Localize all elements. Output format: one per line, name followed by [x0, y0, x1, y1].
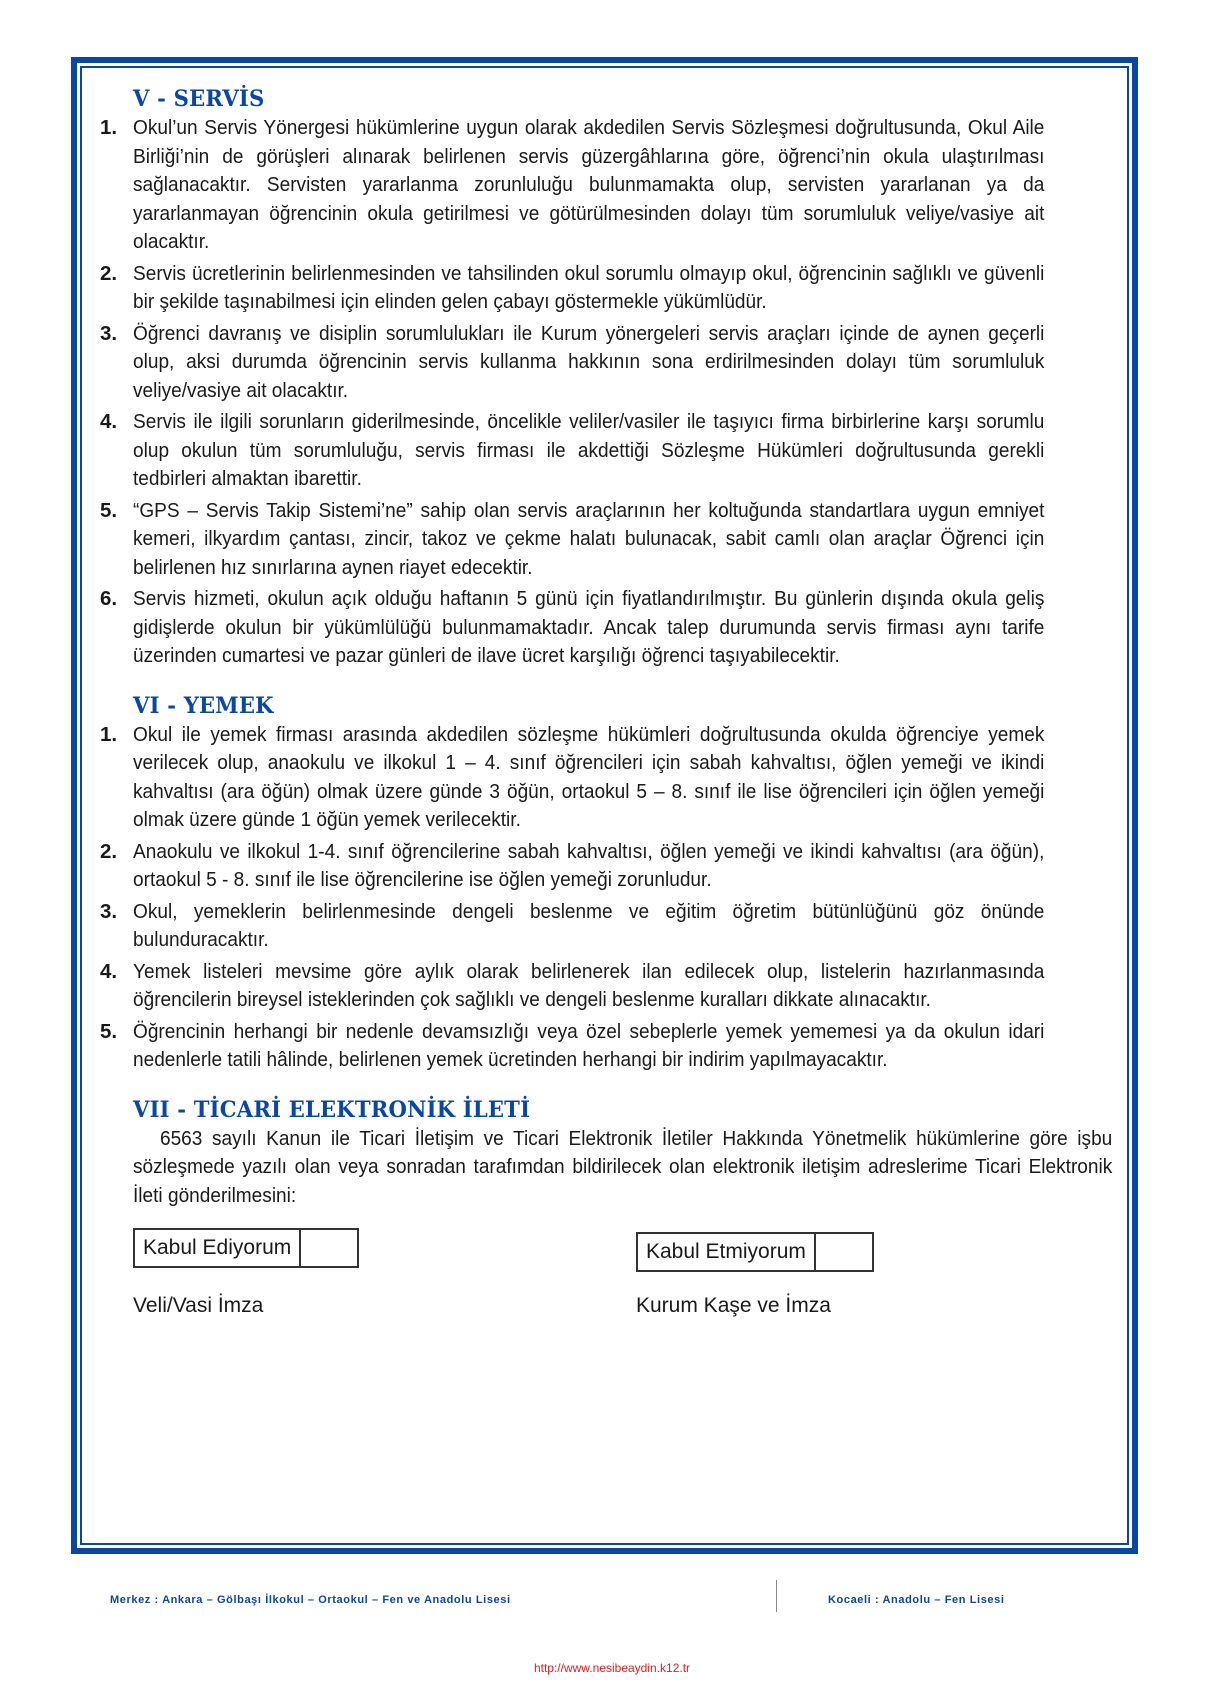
item-text: Yemek listeleri mevsime göre aylık olarak belirlenerek ilan edilecek olup, listelerin hazırlanmasında öğrencilerin bireysel isteklerinden çok sağlıklı ve dengeli beslenme kuralları dikkate alınacaktır.: [133, 959, 1045, 1011]
list-item: [100, 408, 1113, 494]
consent-paragraph: 6563 sayılı Kanun ile Ticari İletişim ve Ticari Elektronik İletiler Hakkında Yönetmelik hükümlerine göre işbu sözleşmede yazılı olan veya sonradan tarafımdan bildirilecek olan elektronik iletişim adreslerime Ticari Elektronik İleti gönderilmesini:: [133, 1126, 1113, 1207]
footer-campus-ankara: Merkez : Ankara – Gölbaşı İlkokul – Ortaokul – Fen ve Anadolu Lisesi: [110, 1594, 511, 1606]
parent-signature-label: Veli/Vasi İmza: [133, 1294, 264, 1317]
section-title: V - SERVİS: [133, 86, 265, 112]
footer-campus-kocaeli: Kocaeli : Anadolu – Fen Lisesi: [828, 1594, 1005, 1606]
reject-choice[interactable]: [636, 1232, 874, 1272]
item-text: Servis ile ilgili sorunların giderilmesinde, öncelikle veliler/vasiler ile taşıyıcı firma birbirlerine karşı sorumlu olup okulun tüm sorumluluğu, servis firması ile akdettiği Sözleşme Hükümleri doğrultusunda gerekli tedbirleri almaktan ibarettir.: [133, 410, 1045, 490]
item-text: Okul, yemeklerin belirlenmesinde dengeli beslenme ve eğitim öğretim bütünlüğünü göz önünde bulunduracaktır.: [133, 899, 1045, 951]
list-item: [100, 838, 1113, 895]
reject-checkbox[interactable]: [816, 1234, 872, 1270]
item-number: 2.: [100, 261, 118, 285]
reject-label: Kabul Etmiyorum: [638, 1234, 816, 1270]
item-text: Öğrencinin herhangi bir nedenle devamsızlığı veya özel sebeplerle yemek yememesi ya da okulun idari nedenlerle tatili hâlinde, belirlenen yemek ücretinden herhangi bir indirim yapılmayacaktır.: [133, 1019, 1045, 1071]
section-yemek: [100, 693, 1113, 1075]
item-number: 3.: [100, 321, 118, 345]
list-item: [100, 958, 1113, 1015]
item-number: 4.: [100, 410, 118, 433]
section-title: VI - YEMEK: [133, 692, 274, 719]
list-item: [100, 497, 1113, 583]
item-text: Öğrenci davranış ve disiplin sorumlulukları ile Kurum yönergeleri servis araçları içinde de aynen geçerli olup, aksi durumda öğrencinin servis kullanma hakkının sona erdirilmesinden dolayı tüm sorumluluk veliye/vasiye ait olacaktır.: [133, 321, 1045, 402]
list-item: [100, 1018, 1113, 1075]
item-text: Servis hizmeti, okulun açık olduğu haftanın 5 günü için fiyatlandırılmıştır. Bu günlerin dışında okula geliş gidişlerde okulun bir yükümlülüğü bulunmamaktadır. Ancak talep durumunda servis firması aynı tarife üzerinden cumartesi ve pazar günleri de ilave ücret karşılığı öğrenci taşıyabilecektir.: [133, 587, 1045, 667]
item-number: 2.: [100, 839, 118, 863]
item-number: 5.: [100, 1019, 118, 1043]
list-item: [100, 721, 1113, 835]
section-servis: [100, 86, 1113, 671]
document-body: [100, 86, 1113, 1430]
section-title: VII - TİCARİ ELEKTRONİK İLETİ: [133, 1096, 531, 1123]
list-item: [100, 320, 1113, 406]
institution-signature-label: Kurum Kaşe ve İmza: [636, 1294, 831, 1317]
item-number: 4.: [100, 959, 118, 983]
item-text: Anaokulu ve ilkokul 1-4. sınıf öğrencilerine sabah kahvaltısı, öğlen yemeği ve ikindi kahvaltısı (ara öğün), ortaokul 5 - 8. sınıf ile lise öğrencilerine ise öğlen yemeği zorunludur.: [133, 839, 1045, 891]
list-item: [100, 260, 1113, 317]
accept-choice[interactable]: [133, 1228, 359, 1268]
accept-checkbox[interactable]: [301, 1230, 357, 1266]
section-ticari-elektronik-ileti: [100, 1097, 1113, 1409]
list-item: [100, 898, 1113, 955]
item-number: 1.: [100, 722, 118, 746]
list-item: [100, 585, 1113, 671]
consent-choices: [100, 1228, 1113, 1408]
item-number: 5.: [100, 498, 118, 522]
item-number: 6.: [100, 587, 118, 610]
item-number: 3.: [100, 899, 118, 923]
item-text: “GPS – Servis Takip Sistemi’ne” sahip olan servis araçlarının her koltuğunda standartlara uygun emniyet kemeri, ilkyardım çantası, zincir, takoz ve çekme halatı bulunacak, sabit camlı olan araçlar Öğrenci için belirlenen hız sınırlarına aynen riayet edecektir.: [133, 498, 1045, 579]
accept-label: Kabul Ediyorum: [135, 1230, 301, 1266]
item-number: 1.: [100, 116, 118, 139]
footer-divider: [776, 1580, 777, 1612]
item-text: Okul ile yemek firması arasında akdedilen sözleşme hükümleri doğrultusunda okulda öğrenciye yemek verilecek olup, anaokulu ve ilkokul 1 – 4. sınıf öğrencileri için sabah kahvaltısı, öğlen yemeği ve ikindi kahvaltısı (ara öğün) olmak üzere günde 3 öğün, ortaokul 5 – 8. sınıf ile lise öğrencileri için öğlen yemeği olmak üzere günde 1 öğün yemek verilecektir.: [133, 722, 1045, 831]
website-link[interactable]: http://www.nesibeaydin.k12.tr: [533, 1661, 691, 1675]
item-text: Okul’un Servis Yönergesi hükümlerine uygun olarak akdedilen Servis Sözleşmesi doğrultusunda, Okul Aile Birliği’nin de görüşleri alınarak belirlenen servis güzergâhlarına göre, öğrenci’nin okula ulaştırılması sağlanacaktır. Servisten yararlanma zorunluluğu bulunmamakta olup, servisten yararlanan ya da yararlanmayan öğrencinin okula getirilmesi ve götürülmesinden dolayı tüm sorumluluk veliye/vasiye ait olacaktır.: [133, 116, 1045, 253]
list-item: [100, 114, 1113, 257]
item-text: Servis ücretlerinin belirlenmesinden ve tahsilinden okul sorumlu olmayıp okul, öğrencinin sağlıklı ve güvenli bir şekilde taşınabilmesi için elinden gelen çabayı göstermekle yükümlüdür.: [133, 261, 1045, 313]
